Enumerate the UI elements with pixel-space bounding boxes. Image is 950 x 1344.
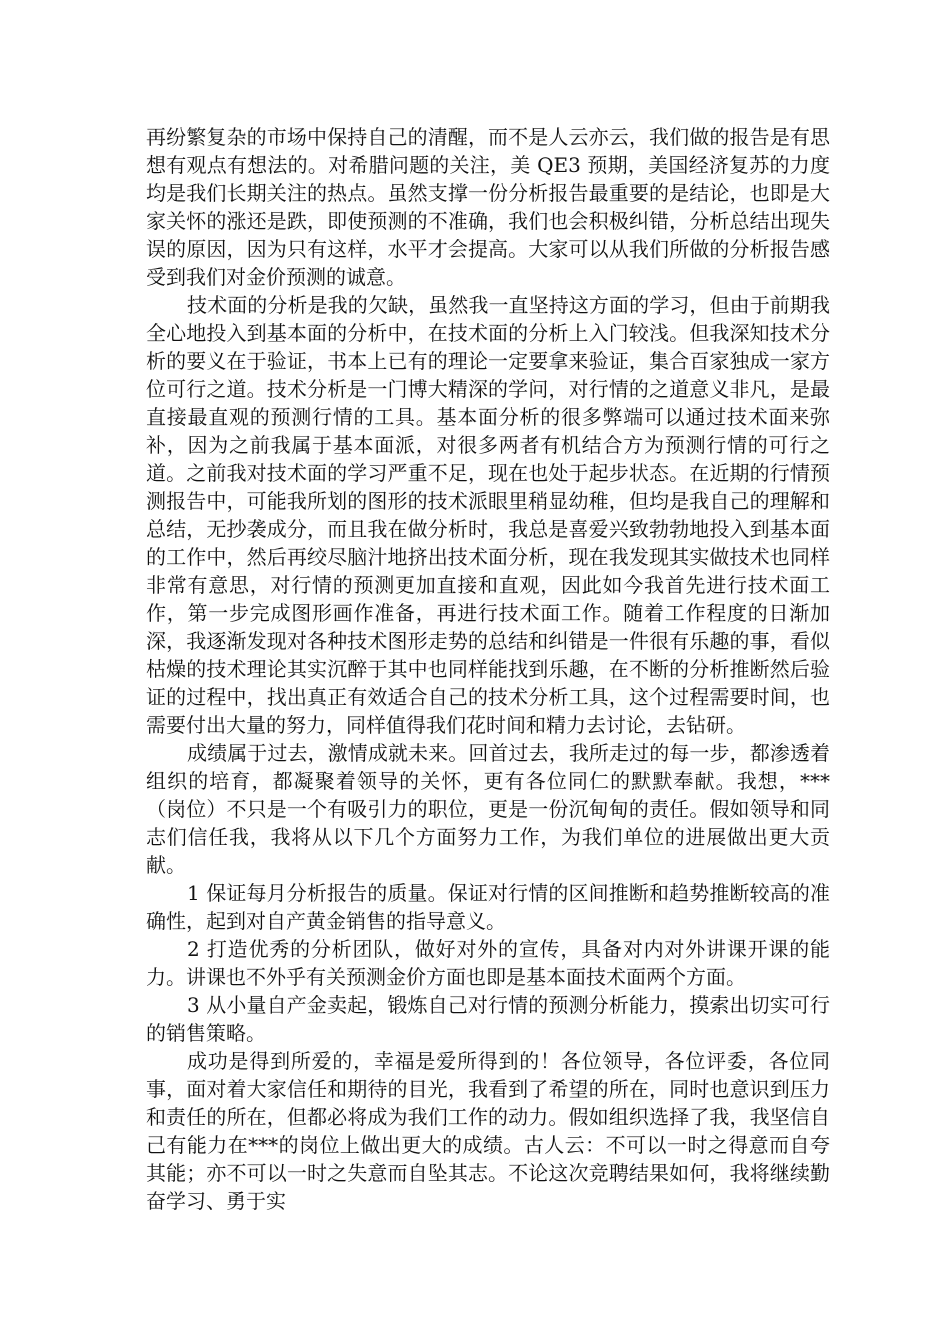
paragraph-2: 技术面的分析是我的欠缺，虽然我一直坚持这方面的学习，但由于前期我全心地投入到基本面的分析中，在技术面的分析上入门较浅。但我深知技术分析的要义在于验证，书本上已有的理论一定要拿来验证，集合百家独成一家方位可行之道。技术分析是一门博大精深的学问，对行情的之道意义非凡，是最直接最直观的预测行情的工具。基本面分析的很多弊端可以通过技术面来弥补，因为之前我属于基本面派，对很多两者有机结合方为预测行情的可行之道。之前我对技术面的学习严重不足，现在也处于起步状态。在近期的行情预测报告中，可能我所划的图形的技术派眼里稍显幼稚，但均是我自己的理解和总结，无抄袭成分，而且我在做分析时，我总是喜爱兴致勃勃地投入到基本面的工作中，然后再绞尽脑汁地挤出技术面分析，现在我发现其实做技术也同样非常有意思，对行情的预测更加直接和直观，因此如今我首先进行技术面工作，第一步完成图形画作准备，再进行技术面工作。随着工作程度的日渐加深，我逐渐发现对各种技术图形走势的总结和纠错是一件很有乐趣的事，看似枯燥的技术理论其实沉醉于其中也同样能找到乐趣，在不断的分析推断然后验证的过程中，找出真正有效适合自己的技术分析工具，这个过程需要时间，也需要付出大量的努力，同样值得我们花时间和精力去讨论，去钻研。 [146, 293, 830, 737]
list-item-2: 2 打造优秀的分析团队，做好对外的宣传，具备对内对外讲课开课的能力。讲课也不外乎有关预测金价方面也即是基本面技术面两个方面。 [146, 937, 830, 989]
paragraph-closing: 成功是得到所爱的，幸福是爱所得到的！各位领导，各位评委，各位同事，面对着大家信任和期待的目光，我看到了希望的所在，同时也意识到压力和责任的所在，但都必将成为我们工作的动力。假如组织选择了我，我坚信自己有能力在***的岗位上做出更大的成绩。古人云：不可以一时之得意而自夸其能；亦不可以一时之失意而自坠其志。不论这次竞聘结果如何，我将继续勤奋学习、勇于实 [146, 1049, 830, 1213]
paragraph-1: 再纷繁复杂的市场中保持自己的清醒，而不是人云亦云，我们做的报告是有思想有观点有想法的。对希腊问题的关注，美 QE3 预期，美国经济复苏的力度均是我们长期关注的热点。虽然支撑一份分析报告最重要的是结论，也即是大家关怀的涨还是跌，即使预测的不准确，我们也会积极纠错，分析总结出现失误的原因，因为只有这样，水平才会提高。大家可以从我们所做的分析报告感受到我们对金价预测的诚意。 [146, 125, 830, 289]
paragraph-3: 成绩属于过去，激情成就未来。回首过去，我所走过的每一步，都渗透着组织的培育，都凝聚着领导的关怀，更有各位同仁的默默奉献。我想，***（岗位）不只是一个有吸引力的职位，更是一份沉甸甸的责任。假如领导和同志们信任我，我将从以下几个方面努力工作，为我们单位的进展做出更大贡献。 [146, 741, 830, 877]
list-item-3: 3 从小量自产金卖起，锻炼自己对行情的预测分析能力，摸索出切实可行的销售策略。 [146, 993, 830, 1045]
list-item-1: 1 保证每月分析报告的质量。保证对行情的区间推断和趋势推断较高的准确性，起到对自产黄金销售的指导意义。 [146, 881, 830, 933]
document-page [146, 123, 830, 1215]
